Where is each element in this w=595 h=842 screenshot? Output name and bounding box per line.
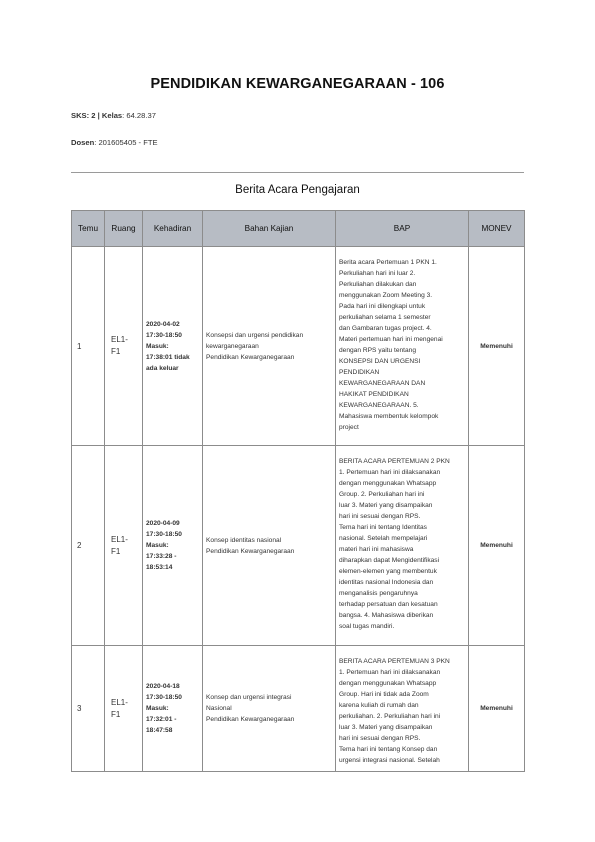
cell-kehadiran: 2020-04-09 17:30-18:50 Masuk: 17:33:28 - 18:53:14 — [143, 446, 203, 646]
cell-bahan-kajian: Konsepsi dan urgensi pendidikan kewarganegaraan Pendidikan Kewarganegaraan — [203, 247, 336, 446]
divider — [71, 172, 524, 173]
kelas-label: Kelas — [101, 111, 123, 120]
header-ruang: Ruang — [105, 211, 143, 247]
cell-monev: Memenuhi — [469, 247, 525, 446]
kelas-value: : 64.28.37 — [122, 111, 156, 120]
sks-kelas-line — [71, 111, 156, 120]
cell-monev: Memenuhi — [469, 646, 525, 772]
cell-bap: BERITA ACARA PERTEMUAN 3 PKN 1. Pertemuan hari ini dilaksanakan dengan menggunakan Whatsapp Group. Hari ini tidak ada Zoom karena kuliah di rumah dan perkuliahan. 2. Perkuliahan hari ini luar 3. Materi yang disampaikan hari ini sesuai dengan RPS. Tema hari ini tentang Konsep dan urgensi integrasi nasional. Setelah — [336, 646, 469, 772]
cell-ruang: EL1- F1 — [105, 446, 143, 646]
cell-ruang: EL1- F1 — [105, 247, 143, 446]
dosen-line — [71, 138, 158, 147]
section-title: Berita Acara Pengajaran — [235, 184, 360, 196]
sks-label: SKS — [71, 111, 87, 120]
table-row — [72, 446, 525, 646]
course-title: PENDIDIKAN KEWARGANEGARAAN - 106 — [150, 76, 445, 92]
header-temu: Temu — [72, 211, 105, 247]
header-monev: MONEV — [469, 211, 525, 247]
cell-bap: Berita acara Pertemuan 1 PKN 1. Perkuliahan hari ini luar 2. Perkuliahan dilakukan dan menggunakan Zoom Meeting 3. Pada hari ini dilengkapi untuk perkuliahan selama 1 semester dan Gambaran tugas project. 4. Materi pertemuan hari ini mengenai dengan RPS yaitu tentang KONSEPSI DAN URGENSI PENDIDIKAN KEWARGANEGARAAN DAN HAKIKAT PENDIDIKAN KEWARGANEGARAAN. 5. Mahasiswa membentuk kelompok project — [336, 247, 469, 446]
cell-kehadiran: 2020-04-18 17:30-18:50 Masuk: 17:32:01 - 18:47:58 — [143, 646, 203, 772]
header-bap: BAP — [336, 211, 469, 247]
bap-table — [71, 210, 525, 772]
cell-temu: 1 — [72, 247, 105, 446]
table-row — [72, 646, 525, 772]
cell-bahan-kajian: Konsep identitas nasional Pendidikan Kewarganegaraan — [203, 446, 336, 646]
cell-kehadiran: 2020-04-02 17:30-18:50 Masuk: 17:38:01 tidak ada keluar — [143, 247, 203, 446]
cell-bap: BERITA ACARA PERTEMUAN 2 PKN 1. Pertemuan hari ini dilaksanakan dengan menggunakan Whatsapp Group. 2. Perkuliahan hari ini luar 3. Materi yang disampaikan hari ini sesuai dengan RPS. Tema hari ini tentang Identitas nasional. Setelah mempelajari materi hari ini mahasiswa diharapkan dapat Mengidentifikasi elemen-elemen yang membentuk identitas nasional Indonesia dan menganalisis pengaruhnya terhadap persatuan dan kesatuan bangsa. 4. Mahasiswa diberikan soal tugas mandiri. — [336, 446, 469, 646]
cell-ruang: EL1- F1 — [105, 646, 143, 772]
cell-temu: 3 — [72, 646, 105, 772]
header-bahan-kajian: Bahan Kajian — [203, 211, 336, 247]
cell-monev: Memenuhi — [469, 446, 525, 646]
dosen-value: : 201605405 - FTE — [94, 138, 158, 147]
table-row — [72, 247, 525, 446]
sks-value: : 2 — [86, 111, 96, 120]
header-kehadiran: Kehadiran — [143, 211, 203, 247]
table-header-row — [72, 211, 525, 247]
meta-separator: | — [97, 111, 100, 120]
cell-bahan-kajian: Konsep dan urgensi integrasi Nasional Pendidikan Kewarganegaraan — [203, 646, 336, 772]
cell-temu: 2 — [72, 446, 105, 646]
dosen-label: Dosen — [71, 138, 95, 147]
